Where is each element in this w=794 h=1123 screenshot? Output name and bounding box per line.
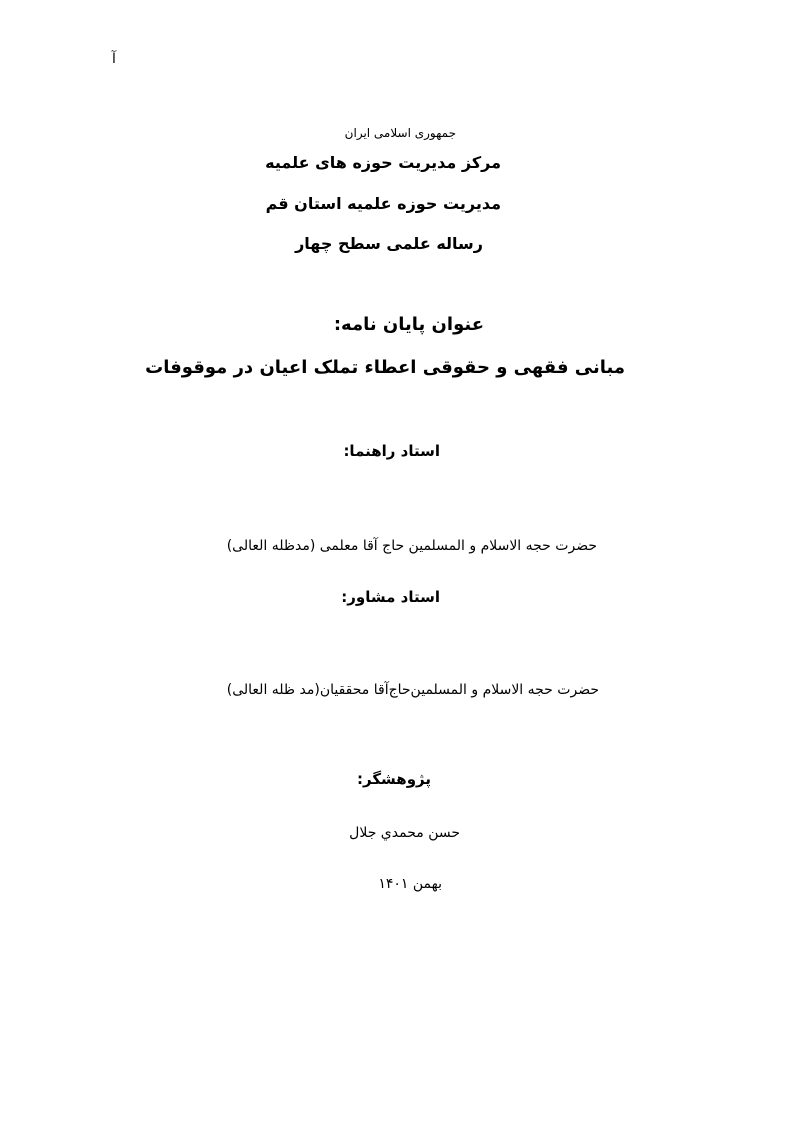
page-number: آ bbox=[112, 51, 116, 67]
center-name-heading: مرکز مدیریت حوزه های علمیه bbox=[265, 153, 501, 172]
thesis-title-label: عنوان پایان نامه: bbox=[333, 314, 484, 335]
supervisor-label: استاد راهنما: bbox=[343, 442, 440, 460]
thesis-title: مبانی فقهی و حقوقی اعطاء تملک اعیان در موقوفات bbox=[145, 357, 625, 378]
advisor-label: استاد مشاور: bbox=[341, 588, 440, 606]
thesis-level-heading: رساله علمی سطح چهار bbox=[295, 234, 483, 253]
republic-heading: جمهوری اسلامی ایران bbox=[344, 126, 456, 140]
advisor-name: حضرت حجه الاسلام و المسلمین‌حاج‌آقا محققیان(مد ظله العالی) bbox=[226, 682, 599, 698]
submission-date: بهمن ۱۴۰۱ bbox=[378, 876, 442, 892]
researcher-name: حسن محمدي جلال bbox=[349, 825, 460, 841]
management-heading: مدیریت حوزه علمیه استان قم bbox=[265, 194, 501, 213]
supervisor-name: حضرت حجه الاسلام و المسلمین حاج آقا معلمی (مدظله العالی) bbox=[226, 538, 597, 554]
researcher-label: پژوهشگر: bbox=[356, 770, 431, 788]
